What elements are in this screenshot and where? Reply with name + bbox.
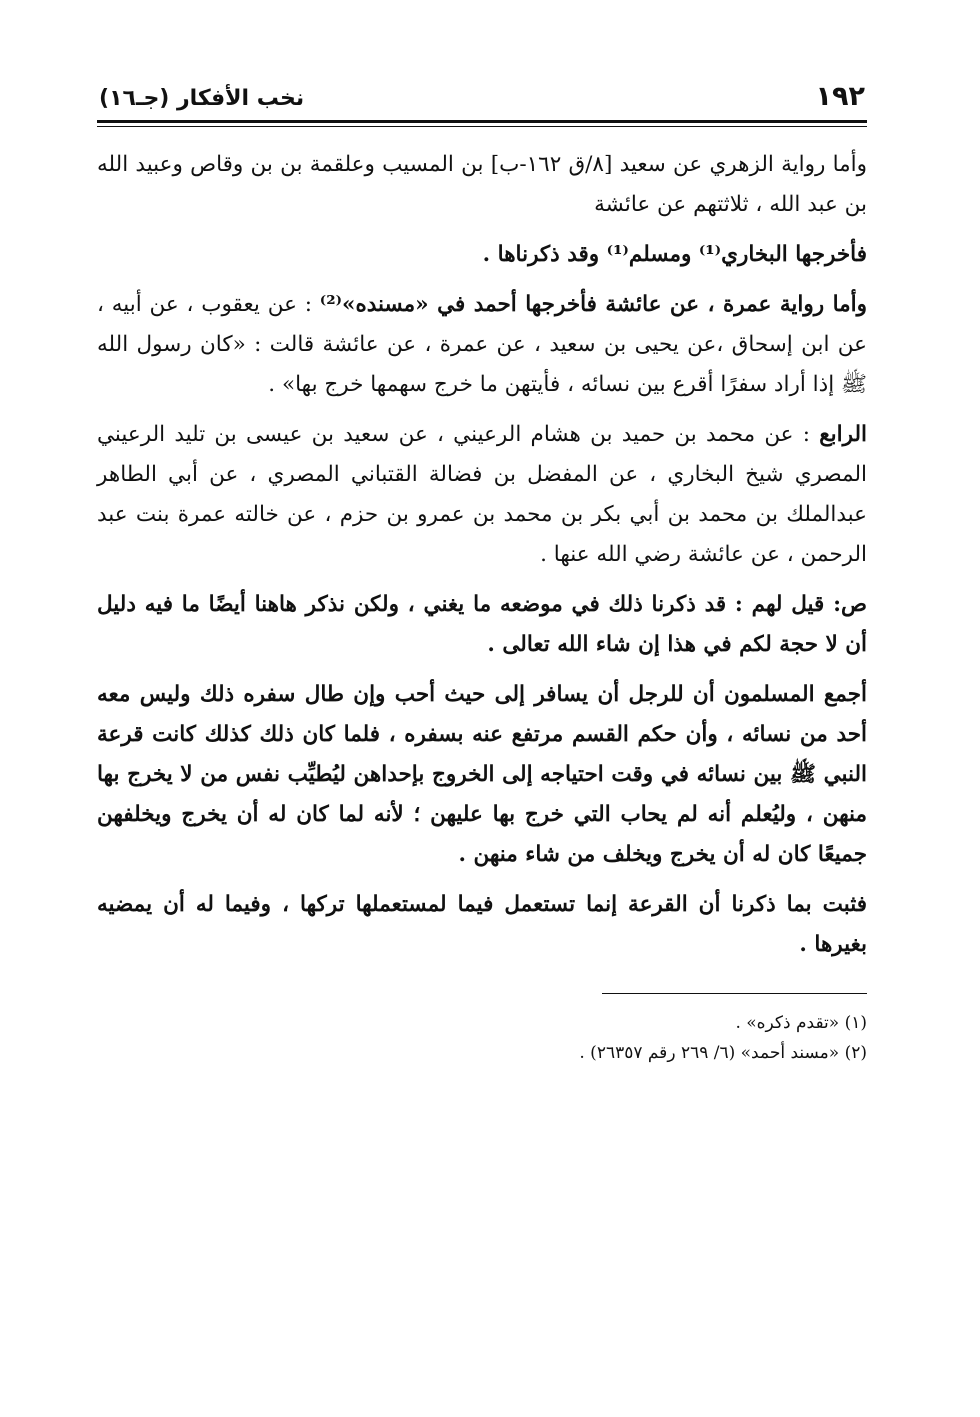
paragraph-amra-narration	[97, 285, 867, 405]
footnote-2: (٢) «مسند أحمد» (٦/ ٢٦٩ رقم ٢٦٣٥٧) .	[579, 1043, 867, 1063]
text-run-bold: وأما رواية عمرة ، عن عائشة فأخرجها أحمد في «مسنده»⁽²⁾	[319, 292, 867, 317]
paragraph-response	[97, 585, 867, 665]
footnote-separator	[602, 993, 867, 994]
text-run: : عن يعقوب ، عن أبيه ، عن ابن إسحاق ،عن يحيى بن سعيد ، عن عمرة ، عن عائشة قالت : «كان رسول الله ﷺ إذا أراد سفرًا أقرع بين نسائه ، فأيتهن ما خرج سهمها خرج بها» .	[97, 292, 867, 397]
text-run: فثبت بما ذكرنا أن القرعة إنما تستعمل فيما لمستعملها تركها ، وفيما له أن يمضيه بغيرها .	[97, 892, 867, 957]
text-run: وأما رواية الزهري عن سعيد [٨/ق ١٦٢-ب] بن المسيب وعلقمة بن بن وقاص وعبيد الله بن عبد الله ، ثلاثتهم عن عائشة	[97, 152, 868, 217]
text-run: فأخرجها البخاري⁽¹⁾ ومسلم⁽¹⁾ وقد ذكرناها .	[482, 242, 867, 267]
page-body	[97, 145, 867, 965]
text-run: ص: قيل لهم : قد ذكرنا ذلك في موضعه ما يغني ، ولكن نذكر هاهنا أيضًا ما فيه دليل أن لا حجة لكم في هذا إن شاء الله تعالى .	[97, 592, 867, 657]
paragraph-conclusion	[97, 885, 867, 965]
header-rule-thick	[97, 120, 867, 123]
paragraph-bukhari-muslim	[97, 235, 867, 275]
page-number: ١٩٢	[815, 81, 865, 112]
paragraph-consensus	[97, 675, 867, 875]
paragraph-fourth-chain	[97, 415, 867, 575]
paragraph-zuhri-narration	[97, 145, 867, 225]
header-rule-thin	[97, 126, 867, 127]
book-title: نخب الأفكار (جـ١٦)	[99, 86, 305, 111]
text-run: أجمع المسلمون أن للرجل أن يسافر إلى حيث أحب وإن طال سفره ذلك وليس معه أحد من نسائه ، وأن حكم القسم مرتفع عنه بسفره ، فلما كان ذلك كذلك كانت قرعة النبي ﷺ بين نسائه في وقت احتياجه إلى الخروج بإحداهن ليُطيِّب نفس من لا يخرج بها منهن ، وليُعلم أنه لم يحاب التي خرج بها عليهن ؛ لأنه لما كان له أن يخرج ويخلفهن جميعًا كان له أن يخرج ويخلف من شاء منهن .	[97, 682, 867, 867]
text-run-bold: الرابع	[819, 422, 867, 447]
text-run: : عن محمد بن حميد بن هشام الرعيني ، عن سعيد بن عيسى بن تليد الرعيني المصري شيخ البخاري ، عن المفضل بن فضالة القتباني المصري ، عن أبي الطاهر عبدالملك بن محمد بن أبي بكر بن محمد بن عمرو بن حزم ، عن خالته عمرة بنت عبد الرحمن ، عن عائشة رضي الله عنها .	[97, 422, 867, 567]
book-page	[97, 70, 867, 1068]
page-header	[97, 70, 867, 114]
footnote-1: (١) «تقدم ذكره» .	[735, 1013, 867, 1033]
